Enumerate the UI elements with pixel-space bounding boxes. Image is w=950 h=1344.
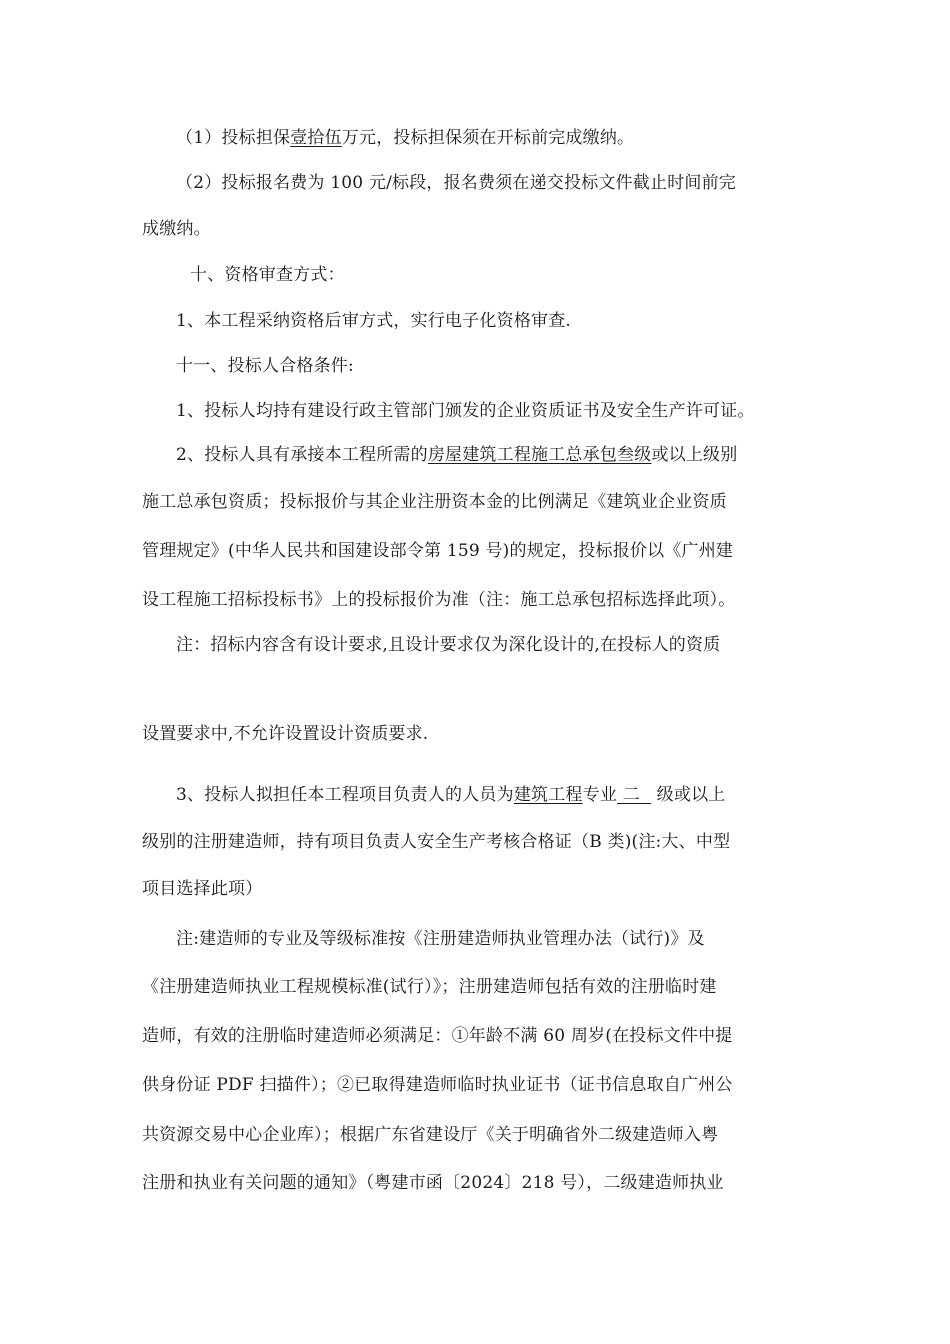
note-design-line1: 注：招标内容含有设计要求,且设计要求仅为深化设计的,在投标人的资质: [176, 635, 721, 655]
note-constructor-line6: 注册和执业有关问题的通知》（粤建市函〔2024〕218 号），二级建造师执业: [142, 1173, 724, 1193]
note-constructor-line5: 共资源交易中心企业库）；根据广东省建设厅《关于明确省外二级建造师入粤: [142, 1125, 719, 1145]
text-segment: 级或以上: [651, 785, 726, 805]
text-segment: 专业: [582, 785, 618, 805]
constructor-grade: 二: [617, 785, 652, 805]
constructor-specialty: 建筑工程: [513, 785, 583, 805]
paragraph-project-manager-line1: [176, 784, 725, 806]
text-segment: 3、投标人拟担任本工程项目负责人的人员为: [176, 785, 514, 805]
note-constructor-line1: 注:建造师的专业及等级标准按《注册建造师执业管理办法（试行)》及: [176, 929, 705, 949]
note-constructor-line4: 供身份证 PDF 扫描件）；②已取得建造师临时执业证书（证书信息取自广州公: [142, 1075, 733, 1095]
paragraph-qualification-line3: 管理规定》(中华人民共和国建设部令第 159 号)的规定，投标报价以《广州建: [142, 541, 734, 561]
paragraph-bidder-license: 1、投标人均持有建设行政主管部门颁发的企业资质证书及安全生产许可证。: [176, 401, 755, 421]
section-heading-10: 十、资格审查方式：: [190, 265, 345, 285]
paragraph-qualification-line1: [176, 444, 737, 466]
guarantee-amount: 壹拾伍: [290, 128, 342, 148]
paragraph-registration-fee-line2: 成缴纳。: [142, 219, 211, 239]
required-qualification: 房屋建筑工程施工总承包叁级: [427, 445, 652, 465]
paragraph-qualification-line4: 设工程施工招标投标书》上的投标报价为准（注：施工总承包招标选择此项）。: [142, 590, 736, 610]
paragraph-bid-guarantee: [176, 127, 634, 149]
paragraph-project-manager-line2: 级别的注册建造师，持有项目负责人安全生产考核合格证（B 类)(注:大、中型: [142, 832, 731, 852]
paragraph-qualification-line2: 施工总承包资质；投标报价与其企业注册资本金的比例满足《建筑业企业资质: [142, 492, 727, 512]
paragraph-review-method: 1、本工程采纳资格后审方式，实行电子化资格审查.: [176, 311, 572, 331]
paragraph-project-manager-line3: 项目选择此项）: [142, 879, 263, 899]
note-constructor-line3: 造师，有效的注册临时建造师必须满足：①年龄不满 60 周岁(在投标文件中提: [142, 1026, 733, 1046]
note-constructor-line2: 《注册建造师执业工程规模标准(试行）》；注册建造师包括有效的注册临时建: [142, 977, 717, 997]
paragraph-registration-fee-line1: （2）投标报名费为 100 元/标段，报名费须在递交投标文件截止时间前完: [176, 173, 736, 193]
text-segment: 万元，投标担保须在开标前完成缴纳。: [341, 128, 635, 148]
section-heading-11: 十一、投标人合格条件:: [176, 356, 354, 376]
text-segment: 2、投标人具有承接本工程所需的: [176, 445, 428, 465]
note-design-line2: 设置要求中,不允许设置设计资质要求.: [142, 724, 429, 744]
text-segment: 或以上级别: [651, 445, 738, 465]
text-segment: （1）投标担保: [176, 128, 291, 148]
